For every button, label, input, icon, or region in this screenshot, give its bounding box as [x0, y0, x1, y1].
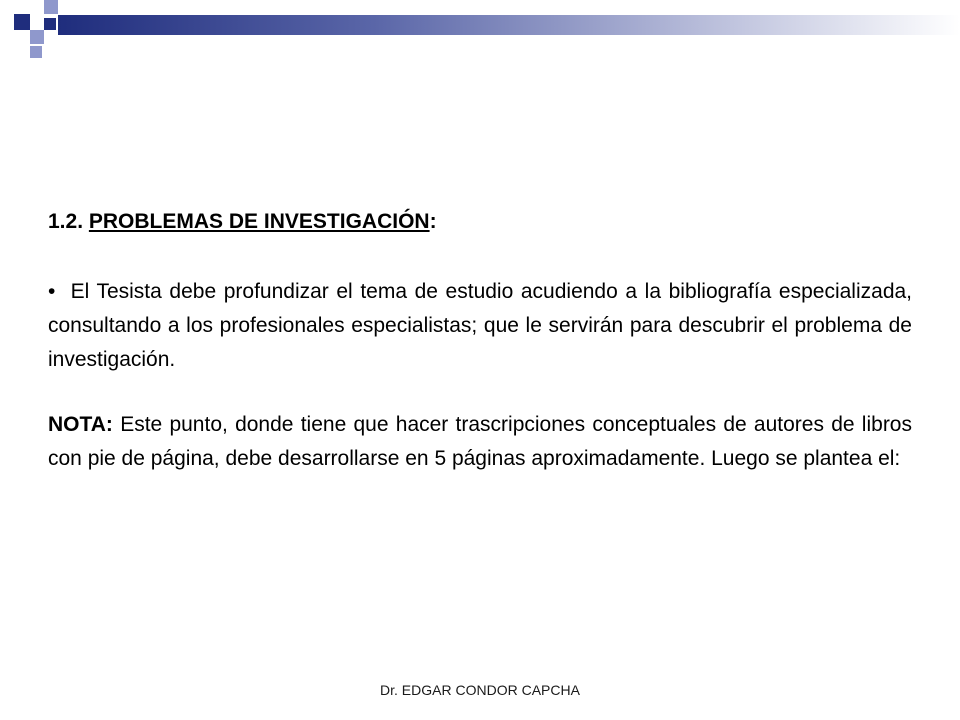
deco-square-navy-2	[44, 18, 56, 30]
deco-square-lavender-1	[44, 0, 58, 14]
deco-square-lavender-2	[30, 30, 44, 44]
note-label: NOTA:	[48, 413, 113, 436]
section-heading: PROBLEMAS DE INVESTIGACIÓN	[88, 210, 430, 233]
note-paragraph	[48, 408, 912, 476]
bullet-paragraph	[48, 275, 912, 377]
section-heading-colon: :	[429, 210, 437, 233]
section-number: 1.2.	[48, 210, 84, 233]
section-title	[48, 205, 437, 239]
bullet-marker: •	[48, 280, 56, 303]
note-text: Este punto, donde tiene que hacer trascripciones conceptuales de autores de libros con pie de página, debe desarrollarse en 5 páginas aproximadamente. Luego se plantea el:	[48, 413, 912, 470]
bullet-text: El Tesista debe profundizar el tema de estudio acudiendo a la bibliografía especializada, consultando a los profesionales especialistas; que le servirán para descubrir el problema de investigación.	[48, 280, 913, 371]
deco-square-navy-1	[14, 14, 30, 30]
header-gradient-bar	[58, 15, 960, 35]
deco-square-lavender-3	[30, 46, 42, 58]
footer-author: Dr. EDGAR CONDOR CAPCHA	[380, 682, 580, 698]
